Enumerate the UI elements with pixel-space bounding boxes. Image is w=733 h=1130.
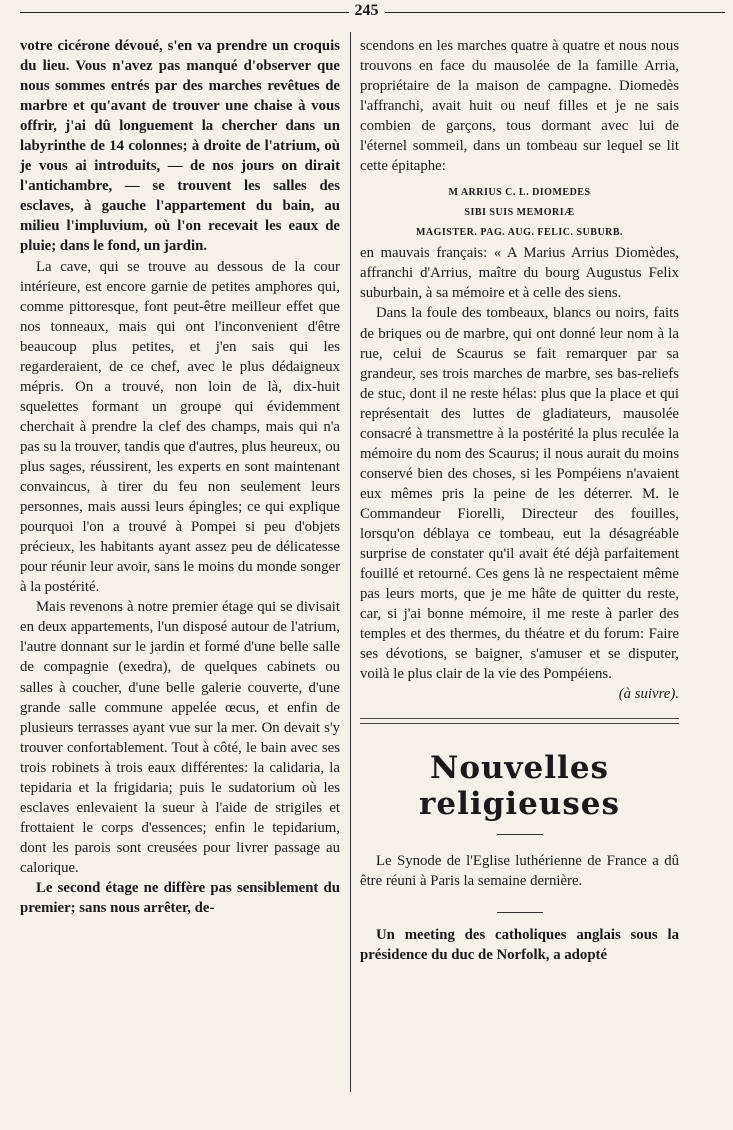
right-paragraph-2: Dans la foule des tombeaux, blancs ou noirs, faits de briques ou de marbre, qui ont donné leur nom à la rue, celui de Scaurus se fait remarquer par sa grandeur, ses trois marches de marbre, ses bas-reliefs de stuc, dont il ne reste hélas: plus que la place et qui représentait des luttes de gladiateurs, mausolée consacré à transmettre à la postérité la plus reculée la mémoire du nom des Scaurus; il nous aurait du moins conservé bien des choses, si les Pompéiens n'avaient eux mêmes pris la peine de les déterrer. M. le Commandeur Fiorelli, Directeur des fouilles, lorsqu'on déblaya ce tombeau, eut la désagréable surprise de constater qu'il avait été déjà parfaitement fouillé et retourné. Ces gens là ne respectaient même pas leurs morts, que je me hâte de quitter du reste, car, si j'ai bonne mémoire, il me reste à parler des temples et des thermes, du théatre et du forum: Faire ses dévotions, se baigner, s'amuser et se disputer, voilà le plus clair de la vie des Pompéiens. (360, 305, 679, 683)
page-number: 245 (0, 2, 733, 20)
news-item-1: Le Synode de l'Eglise luthérienne de France a dû être réuni à Paris la semaine dernière. (360, 853, 679, 890)
left-paragraph-3: Mais revenons à notre premier étage qui se divisait en deux appartements, l'un disposé autour de l'atrium, l'autre donnant sur le jardin et formé d'une belle salle de compagnie (exedra), de quelques cabinets ou salles à coucher, d'une belle galerie couverte, d'une grande salle commune appelée œcus, et enfin de plusieurs terrasses ayant vue sur la mer. On devait s'y trouver confortablement. Tout à côté, le bain avec ses trois robinets à trois eaux différentes: la calidaria, la tepidaria et la frigidaria; puis le sudatorium où les esclaves enlevaient la sueur à l'aide de strigiles et frottaient le corps d'essences; enfin le tepidarium, dont les parois sont creusées pour livrer passage au calorique. (20, 599, 340, 876)
left-paragraph-1: votre cicérone dévoué, s'en va prendre un croquis du lieu. Vous n'avez pas manqué d'observer que nous sommes entrés par des marches revêtues de marbre et qu'avant de trouver une chaise à vous offrir, j'ai dû longuement la chercher dans un labyrinthe de 14 colonnes; à droite de l'atrium, où je vous ai introduits, — de nos jours on dirait l'antichambre, — se trouvent les salles des esclaves, à gauche l'appartement du bain, au milieu l'impluvium, où l'on recevait les eaux de pluie; dans le fond, un jardin. (20, 38, 340, 255)
section-separator (360, 718, 679, 724)
column-divider (350, 32, 351, 1092)
to-be-continued: (à suivre). (618, 686, 679, 703)
epitaph-line: SIBI SUIS MEMORIÆ (464, 207, 575, 219)
right-intro: scendons en les marches quatre à quatre et nous nous trouvons en face du mausolée de la famille Arria, propriétaire de la maison de campagne. Diomedès l'affranchi, avait huit ou neuf filles et je ne sais combien de garçons, tous dormant avec lui de l'éternel sommeil, dans un tombeau sur lequel se lit cette épitaphe: (360, 38, 679, 175)
epitaph-translation: en mauvais français: « A Marius Arrius Diomèdes, affranchi d'Arrius, maître du bourg Augustus Felix suburbain, à sa mémoire et à celle des siens. (360, 245, 679, 302)
left-paragraph-4: Le second étage ne diffère pas sensiblement du premier; sans nous arrêter, de- (20, 879, 340, 917)
left-column (20, 36, 340, 918)
short-rule (497, 912, 543, 913)
news-item-2: Un meeting des catholiques anglais sous la présidence du duc de Norfolk, a adopté (360, 926, 679, 963)
epitaph (360, 183, 679, 243)
left-paragraph-2: La cave, qui se trouve au dessous de la cour intérieure, est encore garnie de petites amphores qui, comme pittoresque, font peut-être meilleur effet que nos tonneaux, mais qui ont l'inconvenient d'être beaucoup plus petites, et j'en sais qui les regarderaient, de ce chef, avec le plus dédaigneux mépris. On a trouvé, non loin de là, dix-huit squelettes formant un groupe qui évidemment cherchait à prendre la clef des champs, mais qui n'a pas su la trouver, tandis que d'autres, plus heureux, ou plus sages, réussirent, les experts en sont maintenant convaincus, à tirer du feu non seulement leurs personnes, mais aussi leurs épingles; ce qui explique pourquoi l'on a trouvé à Pompei si peu d'objets précieux, les habitants ayant assez peu de délicatesse pour réunir leur avoir, sans le moins du monde songer à la postérité. (20, 258, 340, 596)
epitaph-line: MAGISTER. PAG. AUG. FELIC. SUBURB. (415, 227, 624, 239)
right-column (360, 36, 679, 965)
section-title: Nouvelles religieuses (419, 750, 620, 823)
epitaph-line: M ARRIUS C. L. DIOMEDES (448, 187, 591, 199)
short-rule (497, 834, 543, 835)
